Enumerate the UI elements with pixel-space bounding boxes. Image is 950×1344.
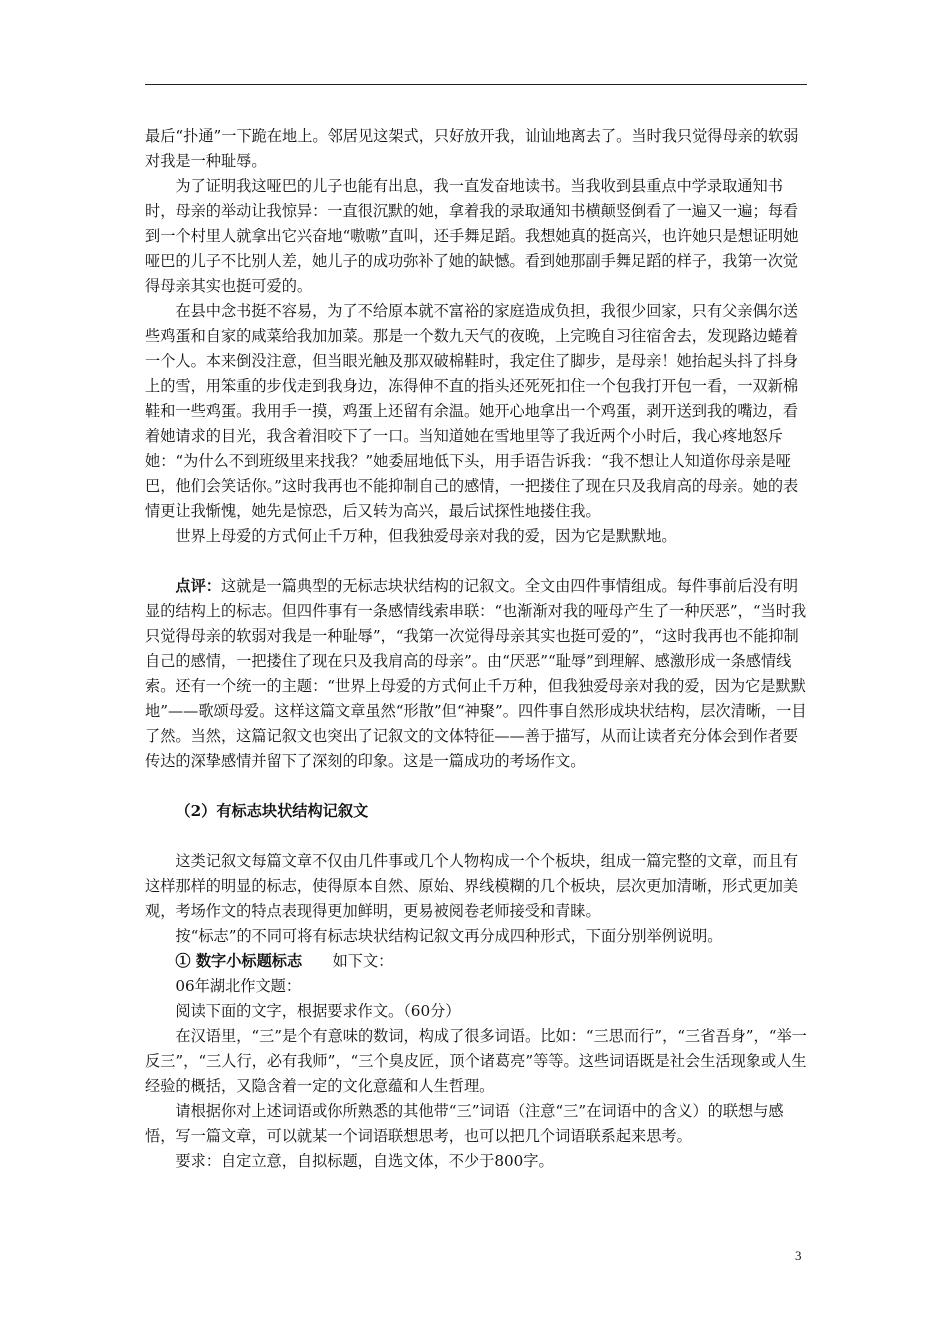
exam-requirements: 要求：自定立意，自拟标题，自选文体，不少于800字。 <box>175 1152 554 1170</box>
comment-label: 点评： <box>175 577 221 595</box>
exam-title: 06年湖北作文题： <box>175 977 302 995</box>
body-paragraph: 按“标志”的不同可将有标志块状结构记叙文再分成四种形式，下面分别举例说明。 <box>175 927 723 945</box>
story-paragraph: 在县中念书挺不容易，为了不给原本就不富裕的家庭造成负担，我很少回家，只有父亲偶尔送些鸡蛋和自家的咸菜给我加加菜。那是一个数九天气的夜晚，上完晚自习往宿舍去，发现路边蜷着一个人。本来倒没注意，但当眼光触及那双破棉鞋时，我定住了脚步，是母亲！她抬起头抖了抖身上的雪，用笨重的步伐走到我身边，冻得伸不直的指头还死死扣住一个包我打开包一看，一双新棉鞋和一些鸡蛋。我用手一摸，鸡蛋上还留有余温。她开心地拿出一个鸡蛋，剥开送到我的嘴边，看着她请求的目光，我含着泪咬下了一口。当知道她在雪地里等了我近两个小时后，我心疼地怒斥她：“为什么不到班级里来找我？”她委屈地低下头，用手语告诉我：“我不想让人知道你母亲是哑巴，他们会笑话你。”这时我再也不能抑制自己的感情，一把搂住了现在只及我肩高的母亲。她的表情更让我惭愧，她先是惊恐，后又转为高兴，最后试探性地搂住我。 <box>145 302 799 520</box>
subheading-label: ① 数字小标题标志 <box>175 952 303 970</box>
header-rule <box>145 84 807 85</box>
spacer <box>145 774 810 799</box>
subheading-suffix: 如下文： <box>302 952 394 970</box>
spacer <box>145 549 810 574</box>
comment-paragraph <box>145 574 810 774</box>
section-heading: （2）有标志块状结构记叙文 <box>175 802 369 820</box>
spacer <box>145 824 810 849</box>
numbered-subheading <box>145 949 810 974</box>
exam-instruction: 阅读下面的文字，根据要求作文。（60分） <box>175 1002 461 1020</box>
comment-text: 这就是一篇典型的无标志块状结构的记叙文。全文由四件事情组成。每件事前后没有明显的结构上的标志。但四件事有一条感情线索串联：“也渐渐对我的哑母产生了一种厌恶”，“当时我只觉得母亲的软弱对我是一种耻辱”，“我第一次觉得母亲其实也挺可爱的”，“这时我再也不能抑制自己的感情，一把搂住了现在只及我肩高的母亲”。由“厌恶”“耻辱”到理解、感激形成一条感情线索。还有一个统一的主题：“世界上母爱的方式何止千万种，但我独爱母亲对我的爱，因为它是默默地”——歌颂母爱。这样这篇文章虽然“形散”但“神聚”。四件事自然形成块状结构，层次清晰，一目了然。当然，这篇记叙文也突出了记叙文的文体特征——善于描写，从而让读者充分体会到作者要传达的深挚感情并留下了深刻的印象。这是一篇成功的考场作文。 <box>145 577 807 770</box>
page-number: 3 <box>795 1248 802 1263</box>
story-paragraph: 为了证明我这哑巴的儿子也能有出息，我一直发奋地读书。当我收到县重点中学录取通知书时，母亲的举动让我惊异：一直很沉默的她，拿着我的录取通知书横颠竖倒看了一遍又一遍；每看到一个村里人就拿出它兴奋地“嗷嗷”直叫，还手舞足蹈。我想她真的挺高兴，也许她只是想证明她哑巴的儿子不比别人差，她儿子的成功弥补了她的缺憾。看到她那副手舞足蹈的样子，我第一次觉得母亲其实也挺可爱的。 <box>145 177 799 295</box>
document-body <box>145 124 810 1174</box>
body-paragraph: 这类记叙文每篇文章不仅由几件事或几个人物构成一个个板块，组成一篇完整的文章，而且有这样那样的明显的标志，使得原本自然、原始、界线模糊的几个板块，层次更加清晰，形式更加美观，考场作文的特点表现得更加鲜明，更易被阅卷老师接受和青睐。 <box>145 852 799 920</box>
exam-task: 请根据你对上述词语或你所熟悉的其他带“三”词语（注意“三”在词语中的含义）的联想与感悟，写一篇文章，可以就某一个词语联想思考，也可以把几个词语联系起来思考。 <box>145 1102 784 1145</box>
story-paragraph: 最后“扑通”一下跪在地上。邻居见这架式，只好放开我，讪讪地离去了。当时我只觉得母亲的软弱对我是一种耻辱。 <box>145 127 799 170</box>
exam-material: 在汉语里，“三”是个有意味的数词，构成了很多词语。比如：“三思而行”，“三省吾身”，“举一反三”，“三人行，必有我师”，“三个臭皮匠，顶个诸葛亮”等等。这些词语既是社会生活现象或人生经验的概括，又隐含着一定的文化意蕴和人生哲理。 <box>145 1027 807 1095</box>
story-paragraph: 世界上母爱的方式何止千万种，但我独爱母亲对我的爱，因为它是默默地。 <box>175 527 677 545</box>
